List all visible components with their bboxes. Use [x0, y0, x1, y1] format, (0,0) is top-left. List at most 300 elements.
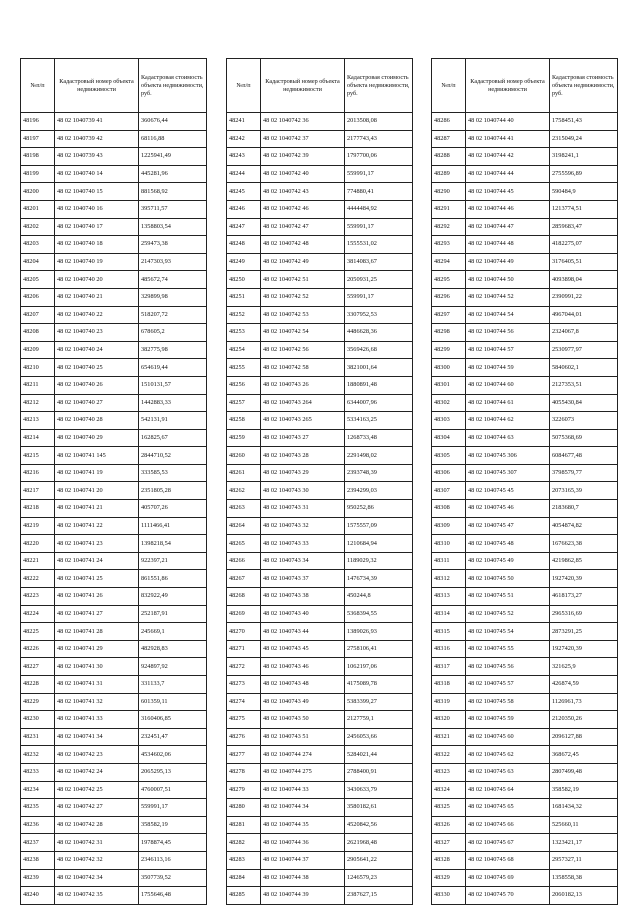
cell-cost: 525660,11: [550, 816, 618, 834]
cell-cadastral-number: 48 02 1040744 46: [466, 200, 550, 218]
table-row: [227, 148, 413, 166]
table-row: [227, 640, 413, 658]
cell-num: 48308: [432, 500, 466, 518]
cell-num: 48327: [432, 834, 466, 852]
cell-cadastral-number: 48 02 1040741 34: [55, 728, 139, 746]
cell-num: 48243: [227, 148, 261, 166]
cell-cost: 2315049,24: [550, 130, 618, 148]
cell-cost: 1062197,06: [345, 658, 413, 676]
cell-num: 48297: [432, 306, 466, 324]
cell-cadastral-number: 48 02 1040740 26: [55, 376, 139, 394]
cell-cadastral-number: 48 02 1040744 44: [466, 165, 550, 183]
cell-num: 48240: [21, 887, 55, 905]
cell-cadastral-number: 48 02 1040742 48: [261, 236, 345, 254]
cell-cadastral-number: 48 02 1040745 56: [466, 658, 550, 676]
table-row: [432, 376, 618, 394]
cell-cadastral-number: 48 02 1040744 61: [466, 394, 550, 412]
cell-cadastral-number: 48 02 1040741 22: [55, 517, 139, 535]
cell-num: 48253: [227, 324, 261, 342]
cell-cost: 3176405,51: [550, 253, 618, 271]
cell-cost: 232451,47: [139, 728, 207, 746]
cell-cost: 1323421,17: [550, 834, 618, 852]
table-row: [432, 588, 618, 606]
cell-cost: 2456053,66: [345, 728, 413, 746]
cell-cost: 2346113,16: [139, 851, 207, 869]
cell-cadastral-number: 48 02 1040744 38: [261, 869, 345, 887]
cell-cadastral-number: 48 02 1040742 32: [55, 851, 139, 869]
cell-num: 48213: [21, 412, 55, 430]
table-row: [227, 165, 413, 183]
table-row: [227, 834, 413, 852]
cadastral-table-1: [20, 58, 207, 905]
cell-cost: 6084677,48: [550, 447, 618, 465]
cell-cost: 518207,72: [139, 306, 207, 324]
header-num: №п/п: [21, 59, 55, 113]
cell-cost: 1927420,39: [550, 570, 618, 588]
cell-num: 48312: [432, 570, 466, 588]
table-row: [227, 412, 413, 430]
cell-num: 48206: [21, 288, 55, 306]
cell-num: 48230: [21, 711, 55, 729]
cell-cadastral-number: 48 02 1040741 30: [55, 658, 139, 676]
cell-num: 48202: [21, 218, 55, 236]
cell-cost: 395711,57: [139, 200, 207, 218]
cell-cadastral-number: 48 02 1040742 51: [261, 271, 345, 289]
table-row: [227, 113, 413, 131]
table-row: [432, 447, 618, 465]
cell-cost: 2065295,13: [139, 763, 207, 781]
cell-cadastral-number: 48 02 1040741 24: [55, 552, 139, 570]
cell-num: 48252: [227, 306, 261, 324]
cell-cost: 1575557,09: [345, 517, 413, 535]
cell-num: 48204: [21, 253, 55, 271]
cell-cost: 861551,86: [139, 570, 207, 588]
cell-cadastral-number: 48 02 1040741 145: [55, 447, 139, 465]
cell-cadastral-number: 48 02 1040745 64: [466, 781, 550, 799]
cell-num: 48321: [432, 728, 466, 746]
table-row: [432, 570, 618, 588]
cell-num: 48269: [227, 605, 261, 623]
cell-cadastral-number: 48 02 1040743 51: [261, 728, 345, 746]
table-row: [227, 183, 413, 201]
cell-cadastral-number: 48 02 1040744 35: [261, 816, 345, 834]
cell-num: 48256: [227, 376, 261, 394]
cell-num: 48236: [21, 816, 55, 834]
cell-num: 48311: [432, 552, 466, 570]
cell-num: 48248: [227, 236, 261, 254]
cell-cadastral-number: 48 02 1040742 35: [55, 887, 139, 905]
cell-cadastral-number: 48 02 1040742 40: [261, 165, 345, 183]
table-row: [432, 869, 618, 887]
table-body: [432, 113, 618, 905]
cell-cost: 4486628,36: [345, 324, 413, 342]
cell-num: 48235: [21, 799, 55, 817]
cell-cost: 3226073: [550, 412, 618, 430]
table-row: [21, 218, 207, 236]
cell-num: 48203: [21, 236, 55, 254]
cell-cadastral-number: 48 02 1040745 54: [466, 623, 550, 641]
cell-cost: 368672,45: [550, 746, 618, 764]
cell-num: 48238: [21, 851, 55, 869]
cell-num: 48249: [227, 253, 261, 271]
table-row: [227, 623, 413, 641]
cell-cost: 2127353,51: [550, 376, 618, 394]
cell-num: 48220: [21, 535, 55, 553]
cell-cadastral-number: 48 02 1040739 42: [55, 130, 139, 148]
cell-num: 48228: [21, 676, 55, 694]
cell-num: 48286: [432, 113, 466, 131]
cell-num: 48317: [432, 658, 466, 676]
cell-cost: 4520842,56: [345, 816, 413, 834]
cell-cadastral-number: 48 02 1040744 45: [466, 183, 550, 201]
table-row: [21, 429, 207, 447]
cell-num: 48271: [227, 640, 261, 658]
cell-cost: 1927420,39: [550, 640, 618, 658]
cell-cost: 832922,49: [139, 588, 207, 606]
cell-num: 48282: [227, 834, 261, 852]
cell-cadastral-number: 48 02 1040741 31: [55, 676, 139, 694]
cell-cadastral-number: 48 02 1040742 28: [55, 816, 139, 834]
cell-cost: 1213774,51: [550, 200, 618, 218]
table-row: [227, 746, 413, 764]
table-row: [432, 412, 618, 430]
table-row: [432, 816, 618, 834]
cell-cost: 1755646,48: [139, 887, 207, 905]
cell-cadastral-number: 48 02 1040743 26: [261, 376, 345, 394]
cell-cost: 259473,38: [139, 236, 207, 254]
cell-num: 48324: [432, 781, 466, 799]
header-cost: Кадастровая стоимость объекта недвижимости, руб.: [550, 59, 618, 113]
cell-num: 48314: [432, 605, 466, 623]
cell-cost: 2013508,08: [345, 113, 413, 131]
table-row: [21, 834, 207, 852]
cell-cadastral-number: 48 02 1040741 27: [55, 605, 139, 623]
cell-cost: 1797700,06: [345, 148, 413, 166]
table-row: [432, 517, 618, 535]
cell-num: 48305: [432, 447, 466, 465]
cell-cost: 4054874,82: [550, 517, 618, 535]
table-row: [227, 851, 413, 869]
cell-num: 48283: [227, 851, 261, 869]
cell-cadastral-number: 48 02 1040740 20: [55, 271, 139, 289]
cell-cadastral-number: 48 02 1040745 69: [466, 869, 550, 887]
cell-cadastral-number: 48 02 1040742 31: [55, 834, 139, 852]
table-row: [21, 728, 207, 746]
table-row: [21, 200, 207, 218]
cell-cost: 2324067,8: [550, 324, 618, 342]
cell-cost: 358582,19: [139, 816, 207, 834]
cell-cadastral-number: 48 02 1040742 54: [261, 324, 345, 342]
cell-cadastral-number: 48 02 1040741 20: [55, 482, 139, 500]
cell-num: 48261: [227, 464, 261, 482]
cell-num: 48214: [21, 429, 55, 447]
cell-num: 48208: [21, 324, 55, 342]
cell-num: 48291: [432, 200, 466, 218]
cell-num: 48260: [227, 447, 261, 465]
cell-cost: 1398218,54: [139, 535, 207, 553]
table-row: [21, 183, 207, 201]
cell-num: 48288: [432, 148, 466, 166]
cell-num: 48241: [227, 113, 261, 131]
cell-num: 48224: [21, 605, 55, 623]
cell-cadastral-number: 48 02 1040744 57: [466, 341, 550, 359]
cell-cadastral-number: 48 02 1040744 59: [466, 359, 550, 377]
table-row: [227, 605, 413, 623]
cell-num: 48237: [21, 834, 55, 852]
cell-cadastral-number: 48 02 1040742 58: [261, 359, 345, 377]
cell-cost: 2390991,22: [550, 288, 618, 306]
cell-cadastral-number: 48 02 1040744 47: [466, 218, 550, 236]
table-row: [432, 623, 618, 641]
cell-num: 48196: [21, 113, 55, 131]
table-row: [227, 799, 413, 817]
cell-cost: 1555531,02: [345, 236, 413, 254]
table-row: [432, 306, 618, 324]
cell-cadastral-number: 48 02 1040740 15: [55, 183, 139, 201]
cell-cadastral-number: 48 02 1040741 33: [55, 711, 139, 729]
table-row: [21, 781, 207, 799]
cell-cadastral-number: 48 02 1040744 274: [261, 746, 345, 764]
cell-num: 48250: [227, 271, 261, 289]
cell-num: 48310: [432, 535, 466, 553]
cell-cadastral-number: 48 02 1040741 28: [55, 623, 139, 641]
table-row: [432, 113, 618, 131]
table-row: [227, 816, 413, 834]
cell-cost: 4444484,92: [345, 200, 413, 218]
table-row: [227, 447, 413, 465]
cell-cadastral-number: 48 02 1040741 21: [55, 500, 139, 518]
table-row: [227, 728, 413, 746]
cell-num: 48262: [227, 482, 261, 500]
cell-num: 48274: [227, 693, 261, 711]
table-row: [21, 148, 207, 166]
cell-num: 48319: [432, 693, 466, 711]
cell-num: 48234: [21, 781, 55, 799]
cell-num: 48210: [21, 359, 55, 377]
cell-cadastral-number: 48 02 1040745 66: [466, 816, 550, 834]
cell-cost: 2807499,48: [550, 763, 618, 781]
cell-num: 48217: [21, 482, 55, 500]
table-row: [432, 394, 618, 412]
table-row: [21, 447, 207, 465]
cell-cadastral-number: 48 02 1040742 53: [261, 306, 345, 324]
cell-cadastral-number: 48 02 1040745 60: [466, 728, 550, 746]
table-row: [227, 130, 413, 148]
cell-cost: 1476734,39: [345, 570, 413, 588]
table-row: [21, 482, 207, 500]
cell-num: 48276: [227, 728, 261, 746]
cell-cost: 445281,96: [139, 165, 207, 183]
table-row: [432, 887, 618, 905]
cell-num: 48285: [227, 887, 261, 905]
cell-num: 48300: [432, 359, 466, 377]
table-row: [227, 781, 413, 799]
cell-num: 48242: [227, 130, 261, 148]
table-row: [432, 676, 618, 694]
cell-cadastral-number: 48 02 1040743 48: [261, 676, 345, 694]
cell-num: 48306: [432, 464, 466, 482]
cell-num: 48293: [432, 236, 466, 254]
table-body: [227, 113, 413, 905]
table-row: [227, 887, 413, 905]
cell-cost: 678605,2: [139, 324, 207, 342]
cell-cadastral-number: 48 02 1040740 27: [55, 394, 139, 412]
cell-cadastral-number: 48 02 1040745 59: [466, 711, 550, 729]
table-row: [432, 288, 618, 306]
table-row: [21, 588, 207, 606]
cell-cost: 2873291,25: [550, 623, 618, 641]
table-row: [21, 887, 207, 905]
cell-cost: 3798579,77: [550, 464, 618, 482]
cell-cost: 321625,9: [550, 658, 618, 676]
table-row: [227, 517, 413, 535]
cell-num: 48287: [432, 130, 466, 148]
table-row: [432, 746, 618, 764]
table-row: [432, 324, 618, 342]
cell-cost: 950252,86: [345, 500, 413, 518]
cell-cadastral-number: 48 02 1040743 37: [261, 570, 345, 588]
cell-cost: 881568,92: [139, 183, 207, 201]
cell-cost: 1978874,45: [139, 834, 207, 852]
cell-cadastral-number: 48 02 1040741 19: [55, 464, 139, 482]
cell-cadastral-number: 48 02 1040742 56: [261, 341, 345, 359]
cell-cadastral-number: 48 02 1040743 33: [261, 535, 345, 553]
cell-cost: 1246579,23: [345, 869, 413, 887]
cell-num: 48298: [432, 324, 466, 342]
cell-num: 48212: [21, 394, 55, 412]
cell-num: 48244: [227, 165, 261, 183]
cell-cadastral-number: 48 02 1040744 37: [261, 851, 345, 869]
table-row: [432, 130, 618, 148]
header-cost: Кадастровая стоимость объекта недвижимости, руб.: [345, 59, 413, 113]
cell-cadastral-number: 48 02 1040739 41: [55, 113, 139, 131]
cell-num: 48211: [21, 376, 55, 394]
cell-num: 48275: [227, 711, 261, 729]
cell-cost: 2387627,15: [345, 887, 413, 905]
cell-cadastral-number: 48 02 1040744 62: [466, 412, 550, 430]
cell-num: 48233: [21, 763, 55, 781]
table-row: [432, 500, 618, 518]
cell-cost: 382775,98: [139, 341, 207, 359]
cell-num: 48251: [227, 288, 261, 306]
table-row: [21, 517, 207, 535]
cell-cadastral-number: 48 02 1040740 18: [55, 236, 139, 254]
cell-cadastral-number: 48 02 1040744 63: [466, 429, 550, 447]
cell-cadastral-number: 48 02 1040742 52: [261, 288, 345, 306]
cell-cadastral-number: 48 02 1040745 50: [466, 570, 550, 588]
table-row: [432, 148, 618, 166]
table-row: [227, 535, 413, 553]
cell-cost: 1126961,73: [550, 693, 618, 711]
table-row: [432, 711, 618, 729]
table-row: [432, 605, 618, 623]
cell-cost: 2127759,1: [345, 711, 413, 729]
cell-cost: 3198241,1: [550, 148, 618, 166]
header-cadnum: Кадастровый номер объекта недвижимости: [55, 59, 139, 113]
cell-cost: 924897,92: [139, 658, 207, 676]
cell-cost: 252187,91: [139, 605, 207, 623]
cell-cost: 1389026,93: [345, 623, 413, 641]
table-row: [432, 253, 618, 271]
cell-cost: 2050931,25: [345, 271, 413, 289]
cell-cost: 2905641,22: [345, 851, 413, 869]
cell-cadastral-number: 48 02 1040742 25: [55, 781, 139, 799]
cell-cost: 2120350,26: [550, 711, 618, 729]
cell-cost: 1111466,41: [139, 517, 207, 535]
table-row: [432, 464, 618, 482]
cell-cost: 601359,11: [139, 693, 207, 711]
cell-cadastral-number: 48 02 1040742 36: [261, 113, 345, 131]
cell-num: 48259: [227, 429, 261, 447]
table-row: [21, 693, 207, 711]
cell-num: 48290: [432, 183, 466, 201]
cell-cadastral-number: 48 02 1040744 41: [466, 130, 550, 148]
cell-num: 48309: [432, 517, 466, 535]
cell-cost: 2177743,43: [345, 130, 413, 148]
cell-cadastral-number: 48 02 1040740 22: [55, 306, 139, 324]
cell-num: 48258: [227, 412, 261, 430]
table-row: [227, 288, 413, 306]
cell-num: 48254: [227, 341, 261, 359]
table-row: [227, 482, 413, 500]
cell-num: 48281: [227, 816, 261, 834]
cell-num: 48255: [227, 359, 261, 377]
cell-cadastral-number: 48 02 1040742 23: [55, 746, 139, 764]
cell-cost: 3160406,85: [139, 711, 207, 729]
cell-num: 48218: [21, 500, 55, 518]
cell-num: 48313: [432, 588, 466, 606]
cell-num: 48295: [432, 271, 466, 289]
table-row: [21, 359, 207, 377]
cell-cost: 405707,26: [139, 500, 207, 518]
cell-cost: 1676623,38: [550, 535, 618, 553]
cell-num: 48198: [21, 148, 55, 166]
cell-num: 48318: [432, 676, 466, 694]
table-row: [21, 535, 207, 553]
cell-cadastral-number: 48 02 1040744 52: [466, 288, 550, 306]
cell-cadastral-number: 48 02 1040742 27: [55, 799, 139, 817]
cell-num: 48207: [21, 306, 55, 324]
cell-cost: 2844710,52: [139, 447, 207, 465]
cell-cadastral-number: 48 02 1040744 50: [466, 271, 550, 289]
cell-cadastral-number: 48 02 1040740 14: [55, 165, 139, 183]
table-row: [432, 640, 618, 658]
table-row: [432, 183, 618, 201]
cell-cadastral-number: 48 02 1040742 24: [55, 763, 139, 781]
cell-num: 48301: [432, 376, 466, 394]
cell-cadastral-number: 48 02 1040743 45: [261, 640, 345, 658]
table-row: [227, 676, 413, 694]
cell-cost: 2530977,97: [550, 341, 618, 359]
table-row: [227, 306, 413, 324]
cell-num: 48325: [432, 799, 466, 817]
cell-num: 48225: [21, 623, 55, 641]
cell-cost: 4182275,07: [550, 236, 618, 254]
cell-cadastral-number: 48 02 1040743 32: [261, 517, 345, 535]
cell-cost: 3307952,53: [345, 306, 413, 324]
cell-cost: 2859683,47: [550, 218, 618, 236]
cell-cost: 485672,74: [139, 271, 207, 289]
table-header-row: [21, 59, 207, 113]
cell-cost: 1189029,32: [345, 552, 413, 570]
cell-num: 48296: [432, 288, 466, 306]
cell-cost: 559991,17: [345, 218, 413, 236]
cell-cadastral-number: 48 02 1040745 52: [466, 605, 550, 623]
cell-num: 48270: [227, 623, 261, 641]
table-row: [21, 816, 207, 834]
cell-cost: 559991,17: [345, 288, 413, 306]
cell-cost: 2096127,88: [550, 728, 618, 746]
